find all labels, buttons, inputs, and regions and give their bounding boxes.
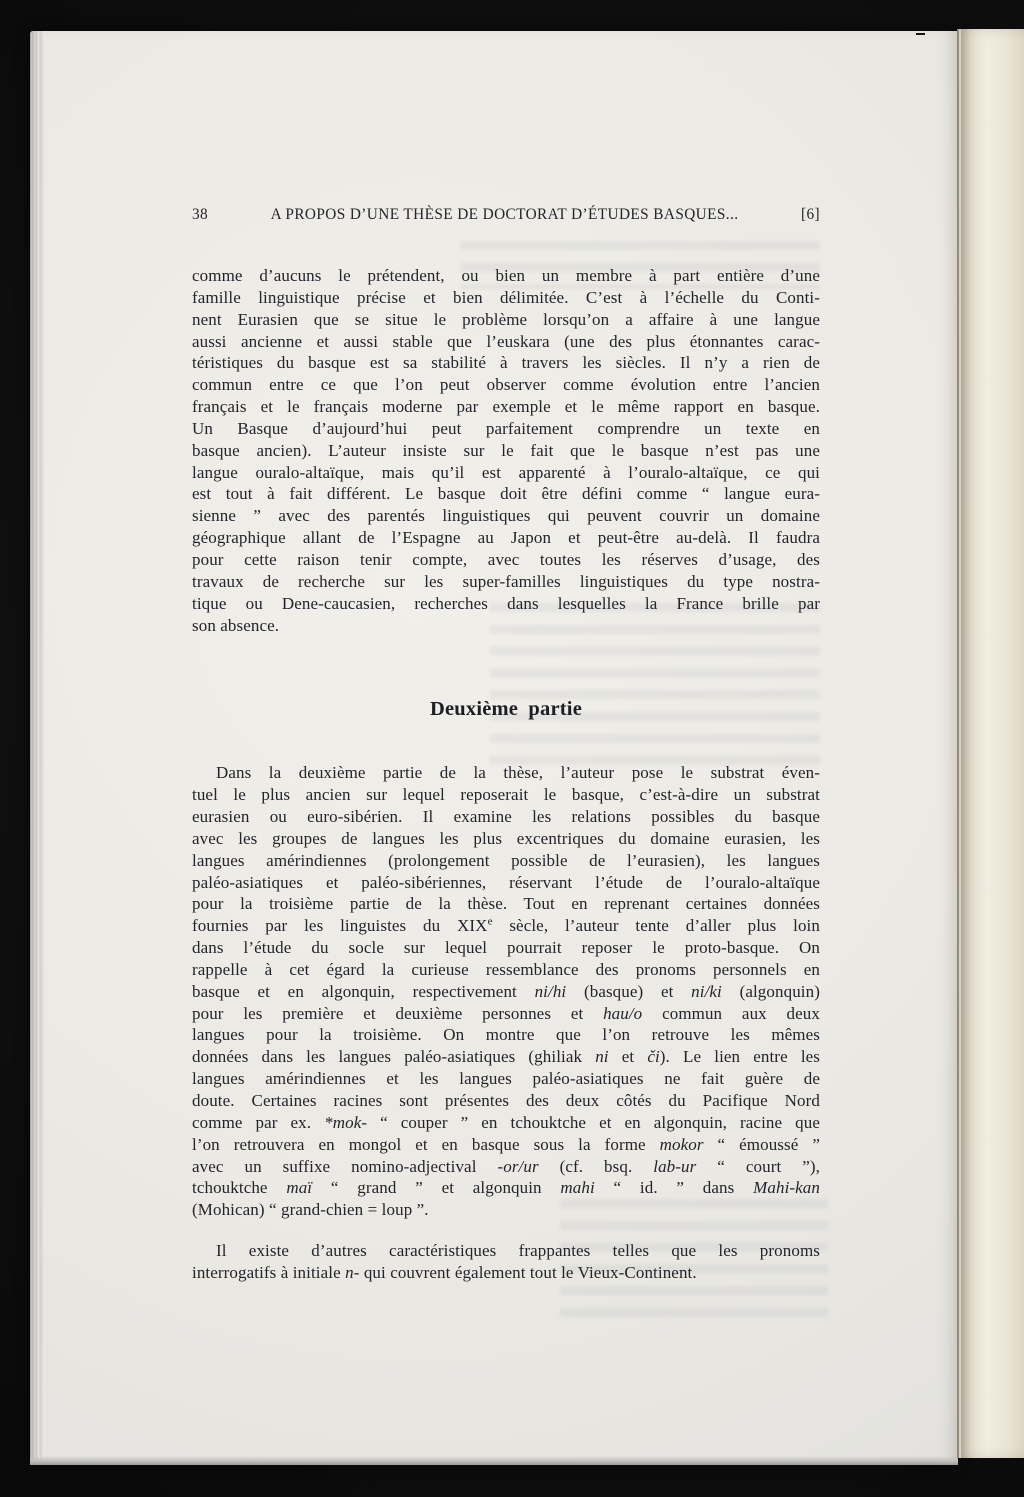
text-run: ). Le lien entre les xyxy=(659,1047,821,1067)
text-run: pour cette raison tenir compte, avec toutes les réserves d’usage, des xyxy=(192,549,820,569)
italic-term: mahi xyxy=(560,1178,595,1198)
italic-term: maï xyxy=(286,1178,313,1198)
text-run: langues amérindiennes et les langues paléo-asiatiques ne fait guère de xyxy=(192,1069,820,1089)
text-line xyxy=(192,593,820,615)
text-line xyxy=(192,1068,820,1090)
text-run: sècle, l’auteur tente d’aller plus loin xyxy=(492,916,820,936)
text-run: géographique allant de l’Espagne au Japon et peut-être au-delà. Il faudra xyxy=(192,528,820,548)
text-line xyxy=(192,418,820,440)
text-run: famille linguistique précise et bien délimitée. C’est à l’échelle du Conti- xyxy=(192,287,820,307)
text-run: pour la troisième partie de la thèse. Tout en reprenant certaines données xyxy=(192,894,820,914)
italic-term: či xyxy=(647,1047,660,1067)
text-run: doute. Certaines racines sont présentes des deux côtés du Pacifique Nord xyxy=(192,1091,820,1110)
italic-term: ni xyxy=(595,1047,609,1067)
text-run: “ id. ” dans xyxy=(594,1178,754,1198)
text-run: l’on retrouvera en mongol et en basque sous la forme xyxy=(192,1134,660,1154)
text-run: aussi ancienne et aussi stable que l’euskara (une des plus étonnantes carac- xyxy=(192,331,820,351)
text-run: (cf. bsq. xyxy=(538,1156,654,1176)
italic-term: -or/ur xyxy=(497,1156,539,1176)
text-run: (basque) et xyxy=(566,981,692,1001)
text-run: rappelle à cet égard la curieuse ressemblance des pronoms personnels en xyxy=(192,959,820,979)
text-line xyxy=(192,505,820,527)
text-run: e xyxy=(487,915,493,928)
text-run: (algonquin) xyxy=(721,981,820,1001)
text-line xyxy=(192,937,820,959)
text-blocks xyxy=(192,265,820,1284)
text-run: interrogatifs à initiale xyxy=(192,1262,346,1282)
italic-term: *mok- xyxy=(324,1112,368,1132)
text-line xyxy=(192,331,820,353)
text-run: langue ouralo-altaïque, mais qu’il est apparenté à l’ouralo-altaïque, ce qui xyxy=(192,462,820,482)
text-run: nent Eurasien que se situe le problème lorsqu’on a affaire à une langue xyxy=(192,309,820,329)
italic-term: hau/o xyxy=(603,1003,643,1023)
text-run: paléo-asiatiques et paléo-sibériennes, réservant l’étude de l’ouralo-altaïque xyxy=(192,872,820,892)
book-page xyxy=(30,31,958,1465)
italic-term: ni/hi xyxy=(534,981,567,1001)
italic-term: ni/ki xyxy=(691,981,722,1001)
section-heading: Deuxième partie xyxy=(429,698,583,721)
text-line xyxy=(192,1262,820,1284)
text-run: tuel le plus ancien sur lequel reposerait le basque, c’est-à-dire un substrat xyxy=(192,785,820,805)
paragraph xyxy=(192,762,820,1221)
text-line xyxy=(192,893,820,915)
text-line xyxy=(192,571,820,593)
text-line xyxy=(192,549,820,571)
text-run: fournies par les linguistes du XIX xyxy=(192,916,488,936)
text-column xyxy=(192,205,820,1284)
text-line xyxy=(192,309,820,331)
text-run: basque et en algonquin, respectivement xyxy=(192,981,535,1001)
text-line xyxy=(192,1090,820,1112)
text-run: comme d’aucuns le prétendent, ou bien un membre à part entière d’une xyxy=(192,266,820,285)
text-line xyxy=(192,959,820,981)
page-header xyxy=(192,205,820,225)
text-run: dans l’étude du socle sur lequel pourrait reposer le proto-basque. On xyxy=(192,938,820,958)
text-line xyxy=(192,828,820,850)
text-line xyxy=(192,462,820,484)
text-run: français et le français moderne par exemple et le même rapport en basque. xyxy=(192,397,820,417)
text-line xyxy=(192,1046,820,1068)
text-line xyxy=(192,981,820,1003)
page-bottom-edge xyxy=(30,1456,958,1465)
text-run: et xyxy=(608,1047,648,1067)
text-run: avec les groupes de langues les plus excentriques du domaine eurasien, les xyxy=(192,828,820,848)
text-line xyxy=(192,1003,820,1025)
text-run: sienne ” avec des parentés linguistiques qui peuvent couvrir un domaine xyxy=(192,506,820,526)
text-run: Il existe d’autres caractéristiques frappantes telles que les pronoms xyxy=(216,1241,820,1261)
text-run: Dans la deuxième partie de la thèse, l’auteur pose le substrat éven- xyxy=(216,763,820,783)
issue-number: [6] xyxy=(800,206,820,223)
text-run: comme par ex. xyxy=(192,1112,325,1132)
text-line xyxy=(192,850,820,872)
text-run: commun entre ce que l’on peut observer comme évolution entre l’ancien xyxy=(192,375,820,395)
text-run: son absence. xyxy=(192,615,280,635)
running-title: A PROPOS D’UNE THÈSE DE DOCTORAT D’ÉTUDES BASQUES... xyxy=(270,206,739,223)
italic-term: lab-ur xyxy=(653,1156,697,1176)
text-line xyxy=(192,287,820,309)
text-run: avec un suffixe nomino-adjectival xyxy=(192,1156,498,1176)
page-stack-edge xyxy=(30,31,46,1465)
text-run: données dans les langues paléo-asiatiques (ghiliak xyxy=(192,1047,596,1067)
text-line xyxy=(192,440,820,462)
text-line xyxy=(192,1024,820,1046)
text-run: Un Basque d’aujourd’hui peut parfaitement comprendre un texte en xyxy=(192,418,820,438)
pen-mark xyxy=(916,26,956,36)
text-line xyxy=(192,1156,820,1178)
text-line xyxy=(192,762,820,784)
text-run: commun aux deux xyxy=(642,1003,820,1023)
paragraph xyxy=(192,265,820,636)
text-line xyxy=(192,483,820,505)
italic-term: mokor xyxy=(659,1134,704,1154)
text-run: “ émoussé ” xyxy=(703,1134,820,1154)
italic-term: n- xyxy=(345,1262,360,1282)
gutter-fold-highlight xyxy=(959,29,961,1458)
text-run: eurasien ou euro-sibérien. Il examine les relations possibles du basque xyxy=(192,807,820,827)
pen-mark-stroke xyxy=(916,33,925,35)
text-run: “ court ”), xyxy=(696,1156,820,1176)
text-line xyxy=(192,352,820,374)
page-number: 38 xyxy=(192,206,209,223)
text-line xyxy=(192,1240,820,1262)
facing-page-edge xyxy=(957,29,1024,1458)
text-line xyxy=(192,806,820,828)
pen-mark-stroke xyxy=(924,29,950,31)
text-run: “ grand ” et algonquin xyxy=(312,1178,561,1198)
text-run: langues pour la troisième. On montre que l’on retrouve les mêmes xyxy=(192,1025,820,1045)
text-run: est tout à fait différent. Le basque doit être défini comme “ langue eura- xyxy=(192,484,820,504)
text-line xyxy=(192,615,820,637)
text-line xyxy=(192,915,820,937)
text-line xyxy=(192,396,820,418)
text-line xyxy=(192,1199,820,1221)
text-run: (Mohican) “ grand-chien = loup ”. xyxy=(192,1200,429,1220)
text-line xyxy=(192,784,820,806)
italic-term: Mahi-kan xyxy=(753,1178,821,1198)
text-line xyxy=(192,527,820,549)
text-run: langues amérindiennes (prolongement possible de l’eurasien), les langues xyxy=(192,850,820,870)
text-line xyxy=(192,1177,820,1199)
text-line xyxy=(192,1112,820,1134)
text-line xyxy=(192,872,820,894)
text-run: “ couper ” en tchouktche et en algonquin, racine que xyxy=(367,1112,820,1132)
text-run: pour les première et deuxième personnes et xyxy=(192,1003,604,1023)
text-line xyxy=(192,1134,820,1156)
text-line xyxy=(192,265,820,287)
text-run: qui couvrent également tout le Vieux-Continent. xyxy=(359,1262,697,1282)
text-run: tique ou Dene-caucasien, recherches dans lesquelles la France brille par xyxy=(192,593,820,613)
text-line xyxy=(192,374,820,396)
paragraph xyxy=(192,1240,820,1284)
text-run: basque ancien). L’auteur insiste sur le fait que le basque n’est pas une xyxy=(192,440,820,460)
text-run: téristiques du basque est sa stabilité à travers les siècles. Il n’y a rien de xyxy=(192,353,820,373)
text-run: travaux de recherche sur les super-familles linguistiques du type nostra- xyxy=(192,571,820,591)
text-run: tchouktche xyxy=(192,1178,287,1198)
